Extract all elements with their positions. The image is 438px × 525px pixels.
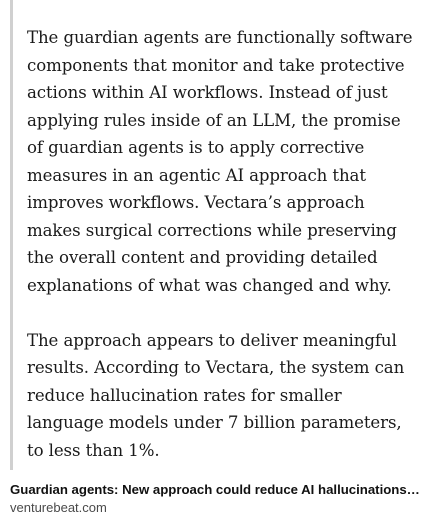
quote-paragraph-1: The guardian agents are functionally software components that monitor and take protective actions within AI workflows. Instead of just applying rules inside of an LLM, the promise of guardian agents is to apply corrective measures in an agentic AI approach that improves workflows. Vectara’s approach makes surgical corrections while preserving the overall content and providing detailed explanations of what was changed and why. <box>27 28 413 295</box>
link-preview-domain: venturebeat.com <box>10 500 107 515</box>
blockquote <box>10 0 434 470</box>
quote-paragraph-2: The approach appears to deliver meaningful results. According to Vectara, the system can reduce hallucination rates for smaller language models under 7 billion parameters, to less than 1%. <box>27 330 405 460</box>
link-preview-title[interactable]: Guardian agents: New approach could reduce AI hallucinations… <box>10 482 420 497</box>
link-preview-card[interactable] <box>0 475 438 525</box>
